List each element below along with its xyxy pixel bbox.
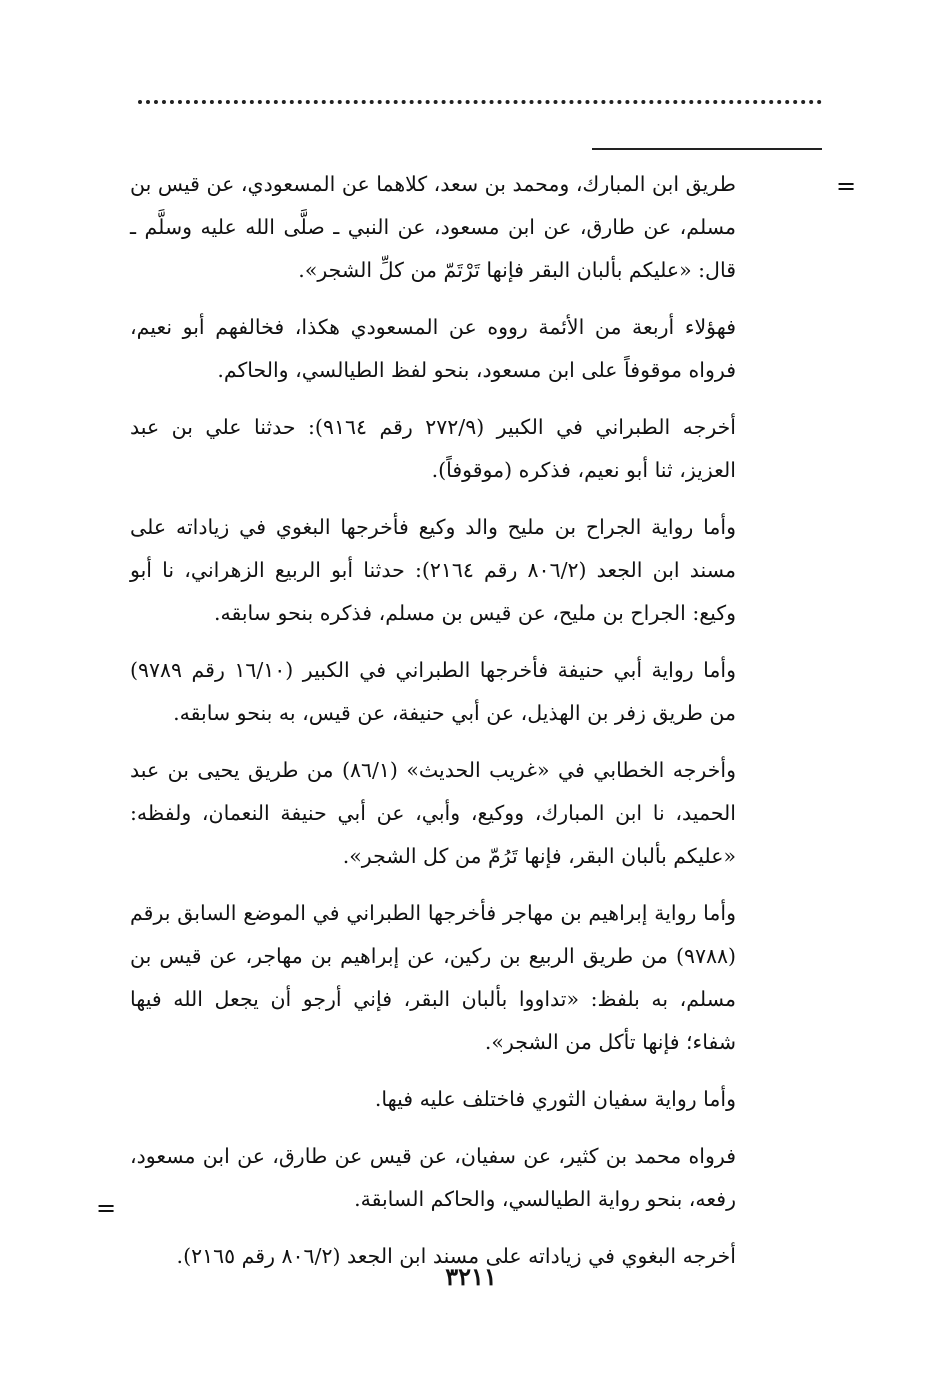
continuation-marker-top: = (836, 172, 857, 200)
paragraph: فرواه محمد بن كثير، عن سفيان، عن قيس عن طارق، عن ابن مسعود، رفعه، بنحو رواية الطيالسي، والحاكم السابقة. (130, 1144, 736, 1211)
paragraph: طريق ابن المبارك، ومحمد بن سعد، كلاهما عن المسعودي، عن قيس بن مسلم، عن طارق، عن ابن مسعود، عن النبي ـ صلَّى الله عليه وسلَّم ـ قال: «عليكم بألبان البقر فإنها تَرْتَمّ من كلِّ الشجر». (130, 172, 736, 282)
paragraph: وأما رواية إبراهيم بن مهاجر فأخرجها الطبراني في الموضع السابق برقم (٩٧٨٨) من طريق الربيع بن ركين، عن إبراهيم بن مهاجر، عن قيس بن مسلم، به بلفظ: «تداووا بألبان البقر، فإني أرجو أن يجعل الله فيها شفاء؛ فإنها تأكل من الشجر». (130, 901, 736, 1054)
paragraph: وأما رواية أبي حنيفة فأخرجها الطبراني في الكبير (١٦/١٠ رقم ٩٧٨٩) من طريق زفر بن الهذيل، عن أبي حنيفة، عن قيس، به بنحو سابقه. (130, 658, 736, 725)
paragraph: فهؤلاء أربعة من الأئمة رووه عن المسعودي هكذا، فخالفهم أبو نعيم، فرواه موقوفاً على ابن مسعود، بنحو لفظ الطيالسي، والحاكم. (130, 315, 736, 382)
paragraph: أخرجه البغوي في زياداته على مسند ابن الجعد (٨٠٦/٢ رقم ٢١٦٥). (176, 1244, 736, 1268)
page-number: ٣٢١١ (445, 1262, 497, 1291)
continuation-marker-bottom: = (96, 1194, 117, 1222)
paragraph: وأخرجه الخطابي في «غريب الحديث» (٨٦/١) من طريق يحيى بن عبد الحميد، نا ابن المبارك، ووكيع، وأبي، عن أبي حنيفة النعمان، ولفظه: «عليكم بألبان البقر، فإنها تَرُمّ من كل الشجر». (130, 758, 736, 868)
paragraph: وأما رواية الجراح بن مليح والد وكيع فأخرجها البغوي في زياداته على مسند ابن الجعد (٨٠٦/٢ رقم ٢١٦٤): حدثنا أبو الربيع الزهراني، نا أبو وكيع: الجراح بن مليح، عن قيس بن مسلم، فذكره بنحو سابقه. (130, 515, 736, 625)
footnote-text (130, 163, 736, 1292)
dotted-separator (138, 100, 822, 104)
paragraph: أخرجه الطبراني في الكبير (٢٧٢/٩ رقم ٩١٦٤): حدثنا علي بن عبد العزيز، ثنا أبو نعيم، فذكره (موقوفاً). (130, 415, 736, 482)
footnote-rule (592, 148, 822, 150)
paragraph: وأما رواية سفيان الثوري فاختلف عليه فيها. (374, 1087, 736, 1111)
